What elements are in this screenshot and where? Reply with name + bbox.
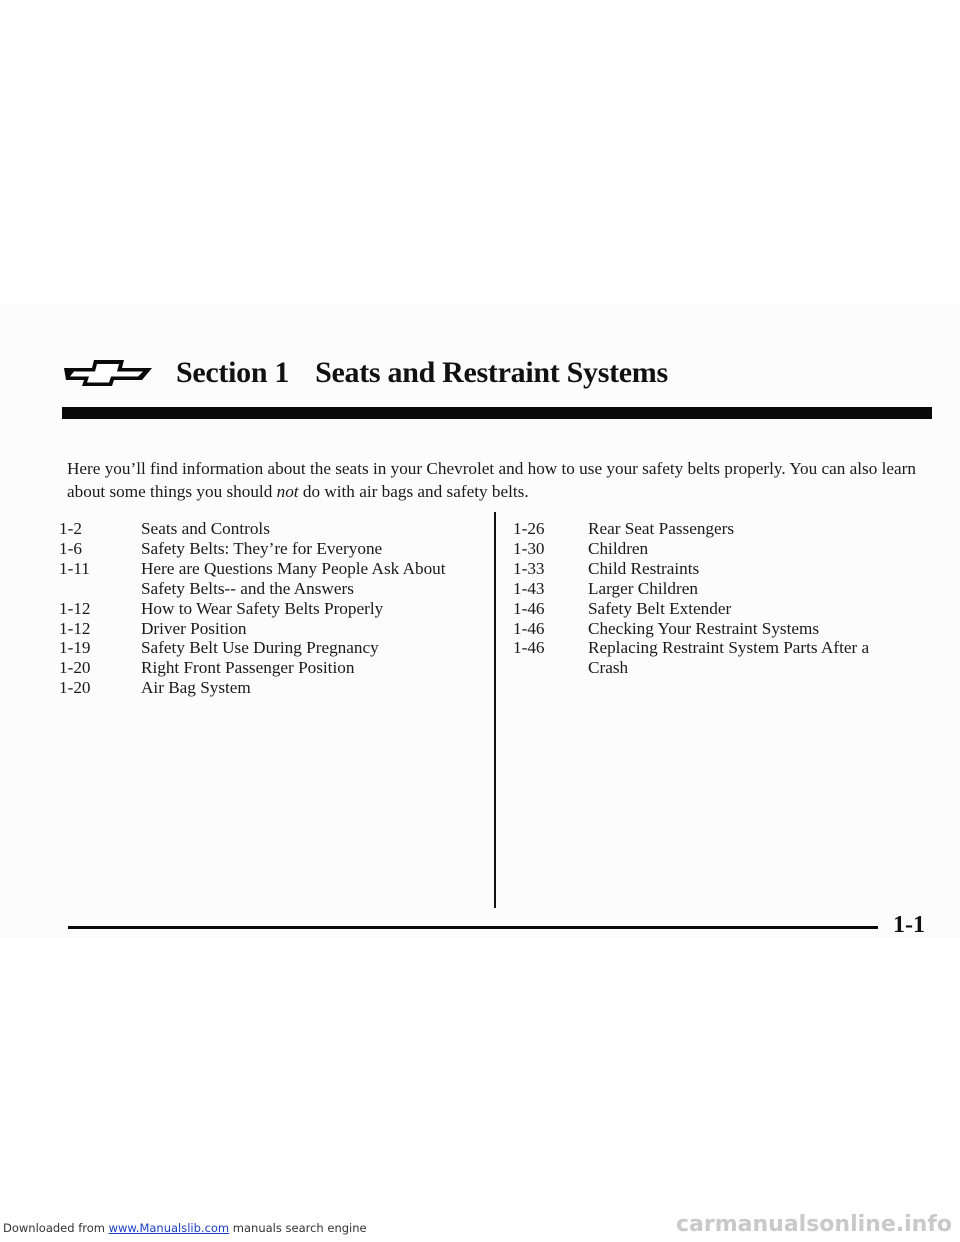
intro-emphasis: not xyxy=(276,482,299,501)
header-rule xyxy=(62,407,932,419)
toc-entry-title: Seats and Controls xyxy=(141,519,270,538)
toc-page-number: 1-46 xyxy=(513,598,545,618)
page-number: 1-1 xyxy=(893,912,925,938)
toc-page-number: 1-2 xyxy=(59,519,82,538)
toc-entry[interactable] xyxy=(513,638,913,678)
intro-paragraph xyxy=(67,457,937,503)
toc-entry[interactable] xyxy=(513,519,913,539)
toc-entry[interactable] xyxy=(513,619,913,639)
toc-right-column xyxy=(513,519,913,678)
chevrolet-bowtie-icon xyxy=(62,358,154,388)
toc-page-number: 1-46 xyxy=(513,618,545,638)
toc-page-number: 1-26 xyxy=(513,519,545,538)
toc-page-number: 1-12 xyxy=(59,618,91,638)
toc-entry[interactable] xyxy=(513,579,913,599)
toc-page-number: 1-6 xyxy=(59,538,82,558)
toc-entry[interactable] xyxy=(513,559,913,579)
toc-entry[interactable] xyxy=(513,539,913,559)
footer-prefix: Downloaded from xyxy=(3,1221,109,1235)
intro-text-end: do with air bags and safety belts. xyxy=(298,482,529,501)
intro-text-start: Here you’ll find information about the seats in your Chevrolet and how to use your safety belts properly. You can also learn about some things you should xyxy=(67,459,916,501)
toc-page-number: 1-20 xyxy=(59,678,91,698)
toc-entry-title: Replacing Restraint System Parts After a Crash xyxy=(588,638,870,678)
toc-page-number: 1-43 xyxy=(513,578,545,598)
toc-entry[interactable] xyxy=(59,638,479,658)
toc-page-number: 1-12 xyxy=(59,598,91,618)
section-label: Section 1 xyxy=(176,356,290,389)
toc-entry-title: Rear Seat Passengers xyxy=(588,519,735,538)
manualslib-link[interactable]: www.Manualslib.com xyxy=(108,1221,230,1235)
toc-entry-title: Checking Your Restraint Systems xyxy=(588,618,820,638)
toc-entry-title: Air Bag System xyxy=(141,678,251,698)
toc-entry[interactable] xyxy=(59,559,479,599)
toc-entry[interactable] xyxy=(59,539,479,559)
toc-entry[interactable] xyxy=(59,658,479,678)
toc-page-number: 1-33 xyxy=(513,558,545,578)
toc-entry[interactable] xyxy=(513,599,913,619)
toc-entry[interactable] xyxy=(59,519,479,539)
toc-entry-title: Here are Questions Many People Ask About Safety Belts-- and the Answers xyxy=(141,558,446,598)
toc-entry-title: Driver Position xyxy=(141,618,247,638)
toc-entry-title: Safety Belt Use During Pregnancy xyxy=(141,638,379,658)
watermark-text: carmanualsonline.info xyxy=(676,1212,952,1237)
toc-entry[interactable] xyxy=(59,678,479,698)
toc-entry-title: Child Restraints xyxy=(588,558,700,578)
toc-entry-title: How to Wear Safety Belts Properly xyxy=(141,598,384,618)
toc-entry[interactable] xyxy=(59,619,479,639)
column-divider xyxy=(494,512,496,908)
toc-entry-title: Right Front Passenger Position xyxy=(141,658,355,678)
toc-entry[interactable] xyxy=(59,599,479,619)
toc-page-number: 1-30 xyxy=(513,538,545,558)
toc-entry-title: Safety Belts: They’re for Everyone xyxy=(141,538,383,558)
toc-left-column xyxy=(59,519,479,698)
toc-page-number: 1-19 xyxy=(59,638,91,658)
footer-rule xyxy=(68,926,878,929)
section-title: Seats and Restraint Systems xyxy=(315,356,668,389)
toc-page-number: 1-11 xyxy=(59,558,90,578)
section-header xyxy=(62,350,668,396)
toc-page-number: 1-20 xyxy=(59,658,91,678)
toc-entry-title: Safety Belt Extender xyxy=(588,598,732,618)
toc-entry-title: Larger Children xyxy=(588,578,698,598)
footer-suffix: manuals search engine xyxy=(229,1221,367,1235)
toc-page-number: 1-46 xyxy=(513,638,545,658)
toc-entry-title: Children xyxy=(588,538,649,558)
download-credit xyxy=(3,1221,367,1235)
